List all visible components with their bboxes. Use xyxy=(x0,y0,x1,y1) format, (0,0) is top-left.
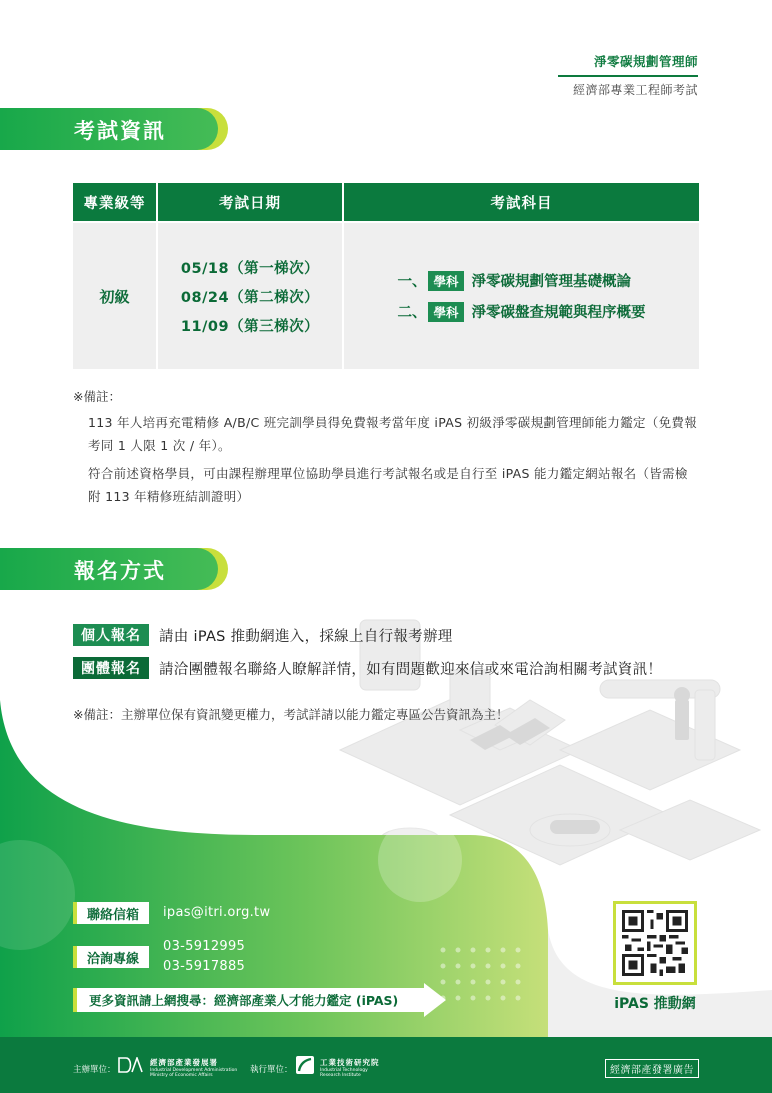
email-value[interactable]: ipas@itri.org.tw xyxy=(163,905,271,920)
exam-section-title: 考試資訊 xyxy=(74,119,166,143)
subject-item xyxy=(397,301,645,322)
subject-item xyxy=(397,270,645,291)
exam-table xyxy=(73,183,699,369)
group-registration xyxy=(73,657,662,679)
executor-en-2: Research Institute xyxy=(320,1073,361,1078)
qr-label: iPAS 推動網 xyxy=(614,996,696,1012)
executor-org xyxy=(320,1057,380,1078)
exam-table-header xyxy=(73,183,699,221)
level-cell: 初級 xyxy=(99,287,130,306)
registration-section-tab xyxy=(0,548,228,590)
exam-date: 08/24（第二梯次） xyxy=(180,289,320,306)
col-subject-header: 考試科目 xyxy=(344,183,699,221)
subject-tag: 學科 xyxy=(428,302,463,322)
organizer-en-1: Industrial Development Administration xyxy=(150,1068,238,1073)
organizer-en-2: Ministry of Economic Affairs xyxy=(150,1073,213,1078)
footer xyxy=(0,1037,772,1093)
table-row xyxy=(73,223,699,369)
subject-tag: 學科 xyxy=(428,271,463,291)
phone-label: 洽詢專線 xyxy=(73,946,149,968)
header-title: 淨零碳規劃管理師 xyxy=(593,54,698,69)
exam-date: 11/09（第三梯次） xyxy=(180,318,320,335)
email-label: 聯絡信箱 xyxy=(73,902,149,924)
registration-section-title: 報名方式 xyxy=(74,559,166,583)
header-rule xyxy=(558,75,698,77)
col-level-header: 專業級等 xyxy=(73,183,156,221)
organizer-label: 主辦單位： xyxy=(73,1065,116,1075)
executor-name: 工業技術研究院 xyxy=(320,1058,380,1067)
more-info-bar[interactable]: 更多資訊請上網搜尋：經濟部產業人才能力鑑定 (iPAS) xyxy=(73,988,425,1012)
qr-code[interactable] xyxy=(613,901,697,985)
bottom-green-background xyxy=(0,700,772,1093)
notes-paragraph-2: 符合前述資格學員，可由課程辦理單位協助學員進行考試報名或是自行至 iPAS 能力鑑定網站報名（皆需檢附 113 年精修班結訓證明） xyxy=(88,466,688,504)
executor-en-1: Industrial Technology xyxy=(320,1068,368,1073)
individual-badge: 個人報名 xyxy=(73,624,149,646)
dates-cell xyxy=(181,257,319,336)
exam-section-tab xyxy=(0,108,228,150)
ida-logo-icon xyxy=(118,1057,144,1073)
arrow-right-icon xyxy=(424,983,446,1017)
subject-number: 二、 xyxy=(397,305,427,321)
organizer-org xyxy=(150,1057,237,1078)
itri-logo-icon xyxy=(296,1056,314,1074)
notes-heading: ※備註： xyxy=(73,389,121,404)
notes-paragraph-1: 113 年人培再充電精修 A/B/C 班完訓學員得免費報考當年度 iPAS 初級淨零碳規劃管理師能力鑑定（免費報考同 1 人限 1 次 / 年）。 xyxy=(88,415,698,453)
qr-code-icon xyxy=(622,910,688,976)
organizer-name: 經濟部產業發展署 xyxy=(150,1058,218,1067)
subject-number: 一、 xyxy=(397,274,427,290)
header-brand xyxy=(558,52,698,98)
ad-label: 經濟部產發署廣告 xyxy=(605,1059,699,1078)
executor-label: 執行單位： xyxy=(250,1065,293,1075)
exam-date: 05/18（第一梯次） xyxy=(180,260,320,277)
subject-name: 淨零碳規劃管理基礎概論 xyxy=(471,274,631,290)
group-badge: 團體報名 xyxy=(73,657,149,679)
col-date-header: 考試日期 xyxy=(158,183,342,221)
phone-value-1[interactable]: 03-5912995 xyxy=(163,939,246,954)
phone-value-2[interactable]: 03-5917885 xyxy=(163,959,246,974)
header-subtitle: 經濟部專業工程師考試 xyxy=(572,83,698,97)
subject-name: 淨零碳盤查規範與程序概要 xyxy=(471,305,646,321)
individual-registration xyxy=(73,624,453,646)
registration-note: ※備註：主辦單位保有資訊變更權力，考試詳請以能力鑑定專區公告資訊為主！ xyxy=(73,707,509,722)
group-text: 請洽團體報名聯絡人瞭解詳情，如有問題歡迎來信或來電洽詢相關考試資訊！ xyxy=(159,661,663,678)
individual-text: 請由 iPAS 推動網進入，採線上自行報考辦理 xyxy=(159,628,453,645)
subjects-cell xyxy=(397,270,645,322)
